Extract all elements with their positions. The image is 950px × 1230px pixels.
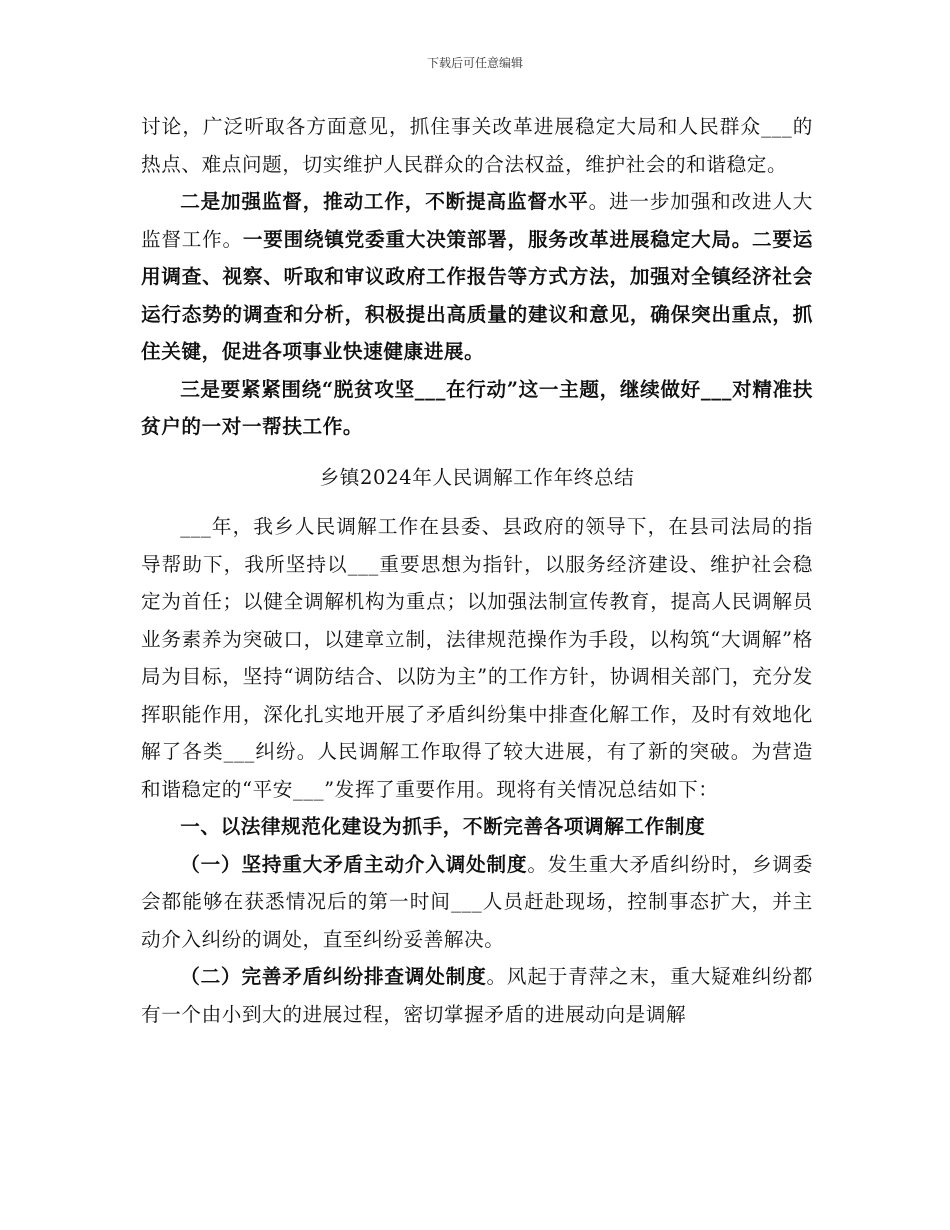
document-body xyxy=(141,108,813,1033)
paragraph-continuation: 讨论，广泛听取各方面意见，抓住事关改革进展稳定大局和人民群众___的热点、难点问题，切实维护人民群众的合法权益，维护社会的和谐稳定。 xyxy=(141,115,813,176)
paragraph-supervision xyxy=(141,183,813,371)
section-title: 乡镇2024年人民调解工作年终总结 xyxy=(319,465,635,489)
item-1-text: 。发生重大矛盾纠纷时，乡调委会都能够在获悉情况后的第一时间___人员赶赴现场，控制事态扩大，并主动介入纠纷的调处，直至纠纷妥善解决。 xyxy=(141,852,814,951)
item-2-text: 。风起于青萍之末，重大疑难纠纷都有一个由小到大的进展过程，密切掌握矛盾的进展动向是调解 xyxy=(141,965,813,1026)
paragraph-item-2 xyxy=(141,958,813,1033)
paragraph-poverty: 三是要紧紧围绕“脱贫攻坚___在行动”这一主题，继续做好___对精准扶贫户的一对一帮扶工作。 xyxy=(141,377,813,438)
page-header: 下载后可任意编辑 xyxy=(426,56,523,70)
section-heading: 一、以法律规范化建设为抓手，不断完善各项调解工作制度 xyxy=(180,815,706,838)
item-1-heading: （一）坚持重大矛盾主动介入调处制度 xyxy=(180,852,528,876)
bold-lead: 二是加强监督，推动工作，不断提高监督水平 xyxy=(180,190,589,213)
bold-text: 一要围绕镇党委重大决策部署，服务改革进展稳定大局。二要运用调查、视察、听取和审议政府工作报告等方式方法，加强对全镇经济社会运行态势的调查和分析，积极提出高质量的建议和意见，确保突出重点，抓住关键，促进各项事业快速健康进展。 xyxy=(141,227,813,363)
paragraph-item-1 xyxy=(141,846,813,959)
paragraph-intro: ___年，我乡人民调解工作在县委、县政府的领导下，在县司法局的指导帮助下，我所坚持以___重要思想为指针，以服务经济建设、维护社会稳定为首任；以健全调解机构为重点；以加强法制宣传教育，提高人民调解员业务素养为突破口，以建章立制，法律规范操作为手段，以构筑“大调解”格局为目标，坚持“调防结合、以防为主”的工作方针，协调相关部门，充分发挥职能作用，深化扎实地开展了矛盾纠纷集中排查化解工作，及时有效地化解了各类___纠纷。人民调解工作取得了较大进展，有了新的突破。为营造和谐稳定的“平安___”发挥了重要作用。现将有关情况总结如下： xyxy=(141,515,813,801)
normal-text: 。进一步加强和改进人大监督工作。 xyxy=(141,190,813,251)
item-2-heading: （二）完善矛盾纠纷排查调处制度 xyxy=(180,965,487,988)
